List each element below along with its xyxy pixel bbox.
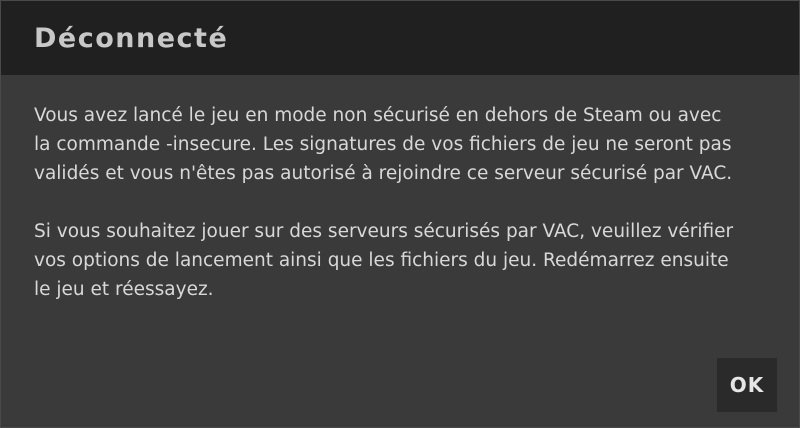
dialog-titlebar — [1, 1, 799, 75]
dialog-footer — [1, 343, 799, 427]
dialog-message-paragraph-1: Vous avez lancé le jeu en mode non sécurisé en dehors de Steam ou avec la commande -insecure. Les signatures de vos fichiers de jeu ne seront pas validés et vous n'êtes pas autorisé à rejoindre ce serveur sécurisé par VAC. — [34, 105, 733, 184]
dialog-message-paragraph-2: Si vous souhaitez jouer sur des serveurs sécurisés par VAC, veuillez vérifier vos options de lancement ainsi que les fichiers du jeu. Redémarrez ensuite le jeu et réessayez. — [34, 221, 734, 300]
ok-button[interactable]: OK — [717, 358, 777, 412]
dialog-title: Déconnecté — [34, 22, 229, 54]
